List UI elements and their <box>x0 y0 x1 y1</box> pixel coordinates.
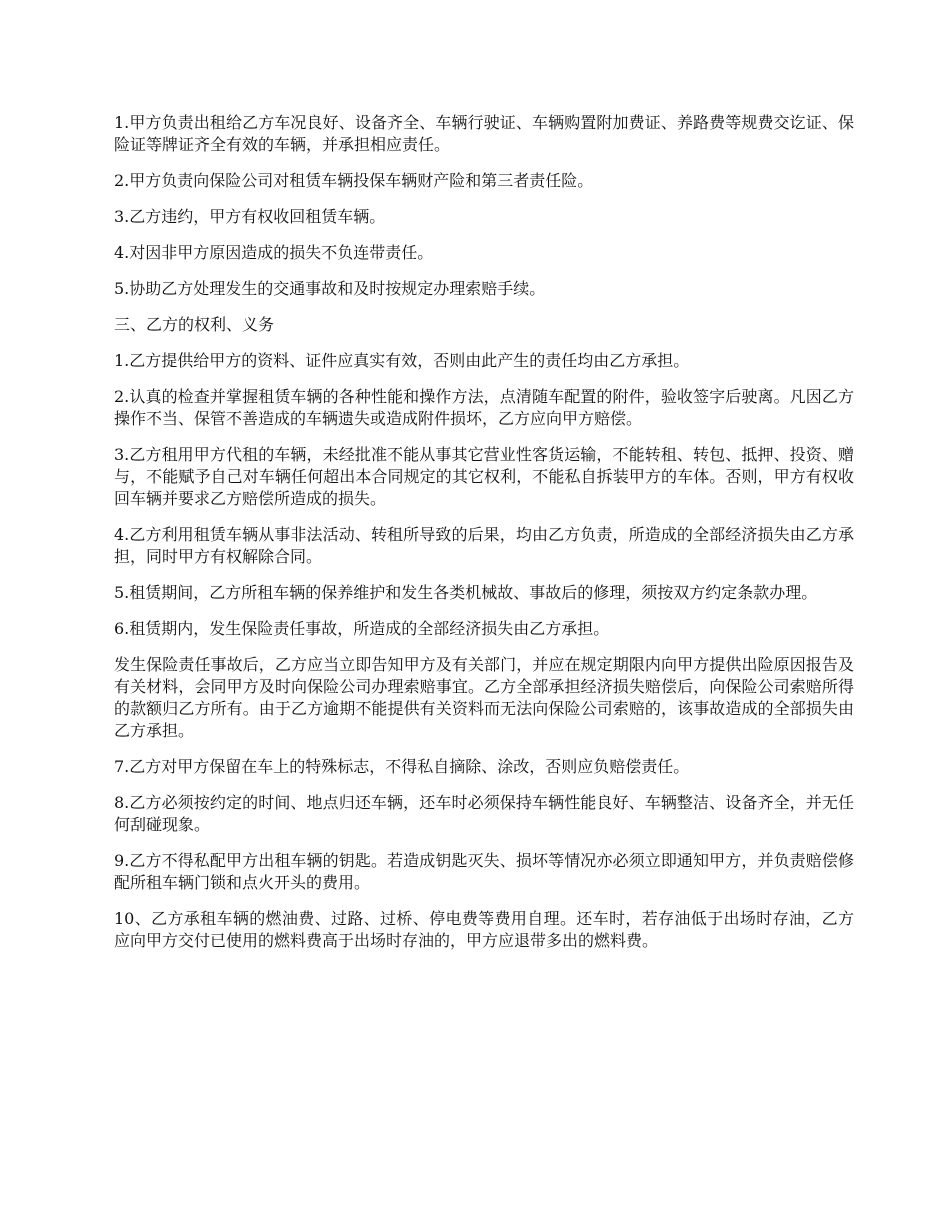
clause-b10: 10、乙方承租车辆的燃油费、过路、过桥、停电费等费用自理。还车时，若存油低于出场时存油，乙方应向甲方交付已使用的燃料费高于出场时存油的，甲方应退带多出的燃料费。 <box>114 909 854 950</box>
clause-b1: 1.乙方提供给甲方的资料、证件应真实有效，否则由此产生的责任均由乙方承担。 <box>114 351 690 370</box>
document-page <box>114 112 854 966</box>
clause-a4: 4.对因非甲方原因造成的损失不负连带责任。 <box>114 243 434 262</box>
clause-b9: 9.乙方不得私配甲方出租车辆的钥匙。若造成钥匙灭失、损坏等情况亦必须立即通知甲方，并负责赔偿修配所租车辆门锁和点火开头的费用。 <box>114 851 854 892</box>
section-heading: 三、乙方的权利、义务 <box>114 315 275 334</box>
clause-a2: 2.甲方负责向保险公司对租赁车辆投保车辆财产险和第三者责任险。 <box>114 171 594 190</box>
clause-a5: 5.协助乙方处理发生的交通事故和及时按规定办理索赔手续。 <box>114 279 546 298</box>
clause-b5: 5.租赁期间，乙方所租车辆的保养维护和发生各类机械故、事故后的修理，须按双方约定条款办理。 <box>114 583 818 602</box>
clause-b4: 4.乙方利用租赁车辆从事非法活动、转租所导致的后果，均由乙方负责，所造成的全部经济损失由乙方承担，同时甲方有权解除合同。 <box>114 525 854 566</box>
clause-b2: 2.认真的检查并掌握租赁车辆的各种性能和操作方法，点清随车配置的附件，验收签字后驶离。凡因乙方操作不当、保管不善造成的车辆遗失或造成附件损坏，乙方应向甲方赔偿。 <box>114 387 854 428</box>
clause-b8: 8.乙方必须按约定的时间、地点归还车辆，还车时必须保持车辆性能良好、车辆整洁、设备齐全，并无任何刮碰现象。 <box>114 793 854 834</box>
clause-b6: 6.租赁期内，发生保险责任事故，所造成的全部经济损失由乙方承担。 <box>114 619 610 638</box>
clause-a3: 3.乙方违约，甲方有权收回租赁车辆。 <box>114 207 386 226</box>
clause-b3: 3.乙方租用甲方代租的车辆，未经批准不能从事其它营业性客货运输，不能转租、转包、抵押、投资、赠与，不能赋予自己对车辆任何超出本合同规定的其它权利，不能私自拆装甲方的车体。否则，甲方有权收回车辆并要求乙方赔偿所造成的损失。 <box>114 445 854 508</box>
clause-b7: 7.乙方对甲方保留在车上的特殊标志，不得私自摘除、涂改，否则应负赔偿责任。 <box>114 757 690 776</box>
clause-a1: 1.甲方负责出租给乙方车况良好、设备齐全、车辆行驶证、车辆购置附加费证、养路费等规费交讫证、保险证等牌证齐全有效的车辆，并承担相应责任。 <box>114 113 854 154</box>
clause-b6-detail: 发生保险责任事故后，乙方应当立即告知甲方及有关部门，并应在规定期限内向甲方提供出险原因报告及有关材料，会同甲方及时向保险公司办理索赔事宜。乙方全部承担经济损失赔偿后，向保险公司索赔所得的款额归乙方所有。由于乙方逾期不能提供有关资料而无法向保险公司索赔的，该事故造成的全部损失由乙方承担。 <box>114 655 854 740</box>
